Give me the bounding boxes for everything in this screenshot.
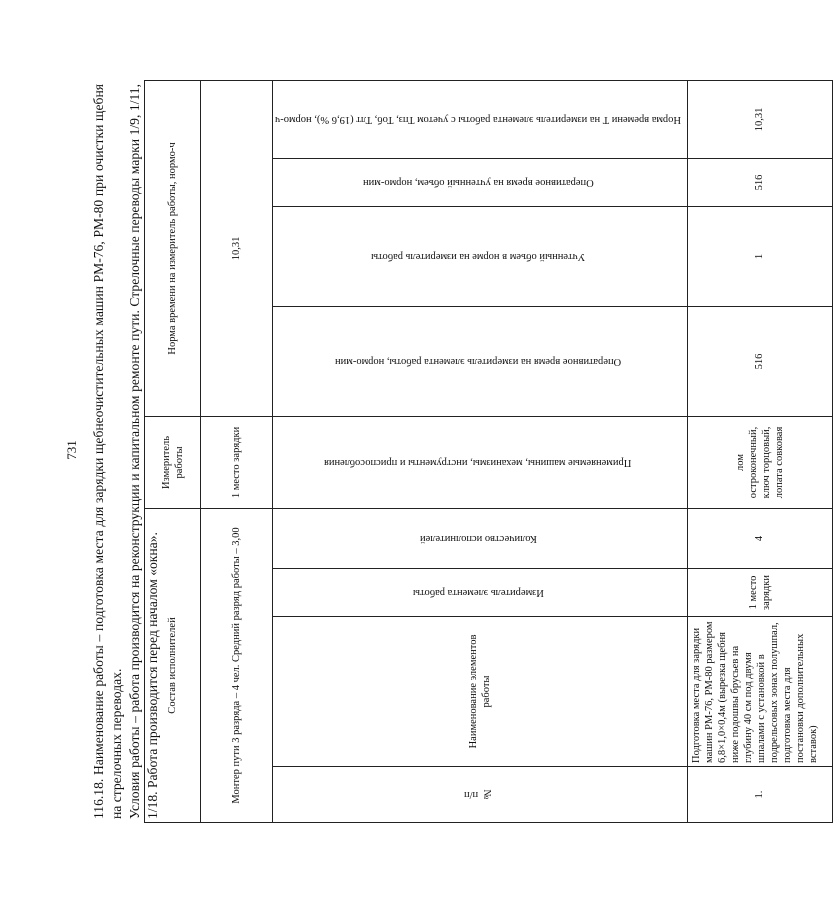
col-header-measure: Измеритель элемента работы (273, 569, 688, 617)
col-header-count: Количество исполнителей (273, 508, 688, 568)
col-header-op-time: Оперативное время на измеритель элемента работы, нормо-мин (273, 306, 688, 416)
row-norm-t: 10,31 (687, 80, 832, 158)
row-tools: лом остроконечный, ключ торцовый, лопата совковая (687, 416, 832, 508)
norma-label: Норма времени на измеритель работы, нормо-ч (145, 80, 201, 416)
row-num: 1. (687, 767, 832, 823)
sostav-label: Состав исполнителей (145, 508, 201, 822)
col-header-name: Наименование элементов работы (273, 617, 688, 767)
row-op-time: 516 (687, 306, 832, 416)
table-row (687, 80, 832, 822)
norma-value: 10,31 (201, 80, 273, 416)
col-header-tools: Применяемые машины, механизмы, инструменты и приспособления (273, 416, 688, 508)
row-volume: 1 (687, 206, 832, 306)
norm-table (144, 80, 833, 823)
col-header-num: № п/п (273, 767, 688, 823)
col-header-volume: Учтенный объем в норме на измеритель работы (273, 206, 688, 306)
col-header-op-time-volume: Оперативное время на учтенный объем, нормо-мин (273, 158, 688, 206)
row-measure: 1 место зарядки (687, 569, 832, 617)
sostav-value: Монтер пути 3 разряда – 4 чел. Средний разряд работы – 3,00 (201, 508, 273, 822)
row-name: Подготовка места для зарядки машин РМ-76, РМ-80 размером 6,8×1,0×0,4м (вырезка щебня ниже подошвы брусьев на глубину 40 см под двумя шпалами с установкой в подрельсовых зонах полушпал, подготовка места для постановки дополнительных вставок) (687, 617, 832, 767)
izmeritel-label: Измеритель работы (145, 416, 201, 508)
row-count: 4 (687, 508, 832, 568)
izmeritel-value: 1 место зарядки (201, 416, 273, 508)
work-conditions: Условия работы – работа производится на реконструкции и капитальном ремонте пути. Стрелочные переводы марки 1/9, 1/11, 1/18. Работа производится перед началом «окна». (127, 84, 160, 819)
work-title: 116.18. Наименование работы – подготовка места для зарядки щебнеочистительных машин РМ-76, РМ-80 при очистки щебня на стрелочных переводах. (91, 84, 124, 819)
page-number: 731 (64, 440, 79, 460)
col-header-norm-t: Норма времени Т на измеритель элемента работы с учетом Тпз, Тоб, Тлт (19,6 %), нормо-ч (273, 80, 688, 158)
row-op-time-volume: 516 (687, 158, 832, 206)
